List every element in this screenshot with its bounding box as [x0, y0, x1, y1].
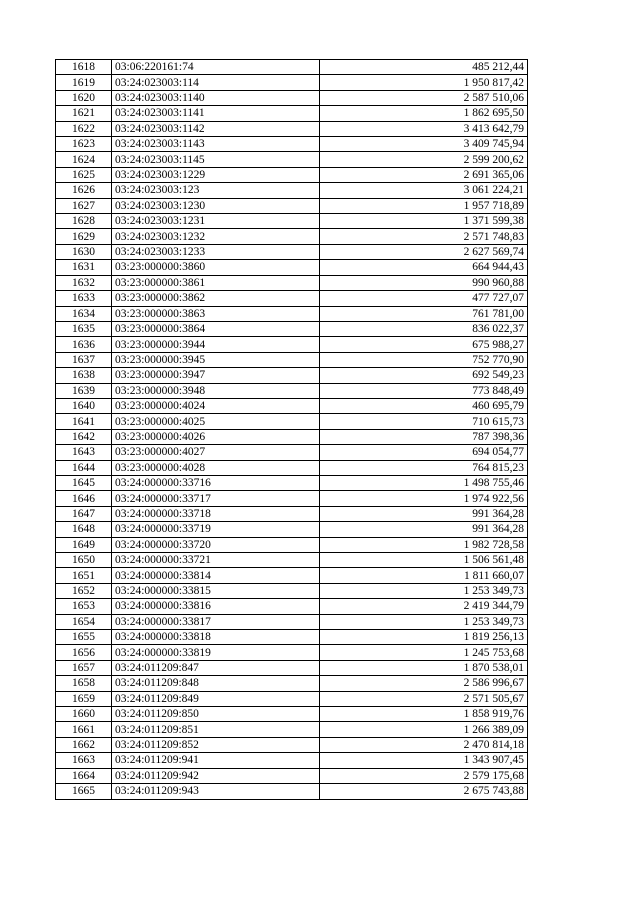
value-cell: 1 974 922,56 — [320, 491, 528, 506]
value-cell: 1 245 753,68 — [320, 645, 528, 660]
value-cell: 764 815,23 — [320, 460, 528, 475]
table-row — [56, 121, 528, 136]
table-row — [56, 152, 528, 167]
row-number-cell: 1623 — [56, 137, 112, 152]
row-number-cell: 1639 — [56, 383, 112, 398]
value-cell: 2 599 200,62 — [320, 152, 528, 167]
cadastral-number-cell: 03:06:220161:74 — [112, 60, 320, 75]
row-number-cell: 1647 — [56, 506, 112, 521]
value-cell: 2 587 510,06 — [320, 90, 528, 105]
value-cell: 3 413 642,79 — [320, 121, 528, 136]
value-cell: 1 819 256,13 — [320, 630, 528, 645]
table-row — [56, 491, 528, 506]
value-cell: 477 727,07 — [320, 291, 528, 306]
value-cell: 2 691 365,06 — [320, 167, 528, 182]
value-cell: 460 695,79 — [320, 398, 528, 413]
value-cell: 2 470 814,18 — [320, 737, 528, 752]
value-cell: 694 054,77 — [320, 445, 528, 460]
table-row — [56, 522, 528, 537]
cadastral-number-cell: 03:23:000000:3945 — [112, 352, 320, 367]
value-cell: 991 364,28 — [320, 522, 528, 537]
row-number-cell: 1651 — [56, 568, 112, 583]
row-number-cell: 1646 — [56, 491, 112, 506]
table-row — [56, 306, 528, 321]
cadastral-number-cell: 03:23:000000:3947 — [112, 368, 320, 383]
table-row — [56, 229, 528, 244]
row-number-cell: 1656 — [56, 645, 112, 660]
cadastral-number-cell: 03:24:011209:943 — [112, 784, 320, 799]
cadastral-number-cell: 03:24:011209:847 — [112, 660, 320, 675]
table-row — [56, 244, 528, 259]
table-row — [56, 707, 528, 722]
value-cell: 692 549,23 — [320, 368, 528, 383]
row-number-cell: 1627 — [56, 198, 112, 213]
row-number-cell: 1648 — [56, 522, 112, 537]
table-row — [56, 660, 528, 675]
cadastral-number-cell: 03:24:000000:33720 — [112, 537, 320, 552]
cadastral-number-cell: 03:24:000000:33819 — [112, 645, 320, 660]
row-number-cell: 1660 — [56, 707, 112, 722]
cadastral-number-cell: 03:23:000000:3863 — [112, 306, 320, 321]
table-row — [56, 583, 528, 598]
cadastral-number-cell: 03:24:011209:941 — [112, 753, 320, 768]
cadastral-number-cell: 03:24:023003:1230 — [112, 198, 320, 213]
table-row — [56, 90, 528, 105]
row-number-cell: 1655 — [56, 630, 112, 645]
value-cell: 990 960,88 — [320, 275, 528, 290]
table-row — [56, 691, 528, 706]
row-number-cell: 1632 — [56, 275, 112, 290]
cadastral-number-cell: 03:23:000000:4025 — [112, 414, 320, 429]
table-row — [56, 198, 528, 213]
value-cell: 1 253 349,73 — [320, 614, 528, 629]
value-cell: 836 022,37 — [320, 321, 528, 336]
cadastral-number-cell: 03:24:011209:851 — [112, 722, 320, 737]
table-row — [56, 429, 528, 444]
row-number-cell: 1662 — [56, 737, 112, 752]
value-cell: 2 571 505,67 — [320, 691, 528, 706]
cadastral-number-cell: 03:24:023003:1140 — [112, 90, 320, 105]
row-number-cell: 1618 — [56, 60, 112, 75]
value-cell: 752 770,90 — [320, 352, 528, 367]
cadastral-number-cell: 03:24:000000:33717 — [112, 491, 320, 506]
table-row — [56, 460, 528, 475]
cadastral-number-cell: 03:24:011209:848 — [112, 676, 320, 691]
row-number-cell: 1622 — [56, 121, 112, 136]
table-row — [56, 676, 528, 691]
row-number-cell: 1657 — [56, 660, 112, 675]
table-row — [56, 753, 528, 768]
cadastral-number-cell: 03:24:011209:850 — [112, 707, 320, 722]
value-cell: 710 615,73 — [320, 414, 528, 429]
value-cell: 1 506 561,48 — [320, 553, 528, 568]
table-row — [56, 630, 528, 645]
table-row — [56, 645, 528, 660]
table-body — [56, 60, 528, 800]
table-row — [56, 383, 528, 398]
cadastral-number-cell: 03:23:000000:3864 — [112, 321, 320, 336]
cadastral-number-cell: 03:23:000000:3948 — [112, 383, 320, 398]
value-cell: 1 982 728,58 — [320, 537, 528, 552]
value-cell: 991 364,28 — [320, 506, 528, 521]
value-cell: 2 419 344,79 — [320, 599, 528, 614]
table-row — [56, 352, 528, 367]
value-cell: 3 409 745,94 — [320, 137, 528, 152]
value-cell: 1 253 349,73 — [320, 583, 528, 598]
value-cell: 1 266 389,09 — [320, 722, 528, 737]
row-number-cell: 1619 — [56, 75, 112, 90]
row-number-cell: 1654 — [56, 614, 112, 629]
row-number-cell: 1650 — [56, 553, 112, 568]
row-number-cell: 1634 — [56, 306, 112, 321]
row-number-cell: 1659 — [56, 691, 112, 706]
table-row — [56, 722, 528, 737]
row-number-cell: 1653 — [56, 599, 112, 614]
table-row — [56, 414, 528, 429]
table-row — [56, 137, 528, 152]
value-cell: 1 811 660,07 — [320, 568, 528, 583]
value-cell: 761 781,00 — [320, 306, 528, 321]
table-row — [56, 445, 528, 460]
cadastral-number-cell: 03:23:000000:4027 — [112, 445, 320, 460]
cadastral-number-cell: 03:24:000000:33716 — [112, 475, 320, 490]
row-number-cell: 1637 — [56, 352, 112, 367]
row-number-cell: 1624 — [56, 152, 112, 167]
table-row — [56, 260, 528, 275]
cadastral-number-cell: 03:24:000000:33816 — [112, 599, 320, 614]
value-cell: 1 957 718,89 — [320, 198, 528, 213]
table-row — [56, 60, 528, 75]
table-row — [56, 737, 528, 752]
cadastral-number-cell: 03:24:023003:123 — [112, 183, 320, 198]
table-row — [56, 537, 528, 552]
row-number-cell: 1635 — [56, 321, 112, 336]
table-row — [56, 368, 528, 383]
row-number-cell: 1641 — [56, 414, 112, 429]
cadastral-number-cell: 03:24:023003:1145 — [112, 152, 320, 167]
table-row — [56, 398, 528, 413]
value-cell: 1 858 919,76 — [320, 707, 528, 722]
value-cell: 2 571 748,83 — [320, 229, 528, 244]
cadastral-number-cell: 03:24:000000:33814 — [112, 568, 320, 583]
table-row — [56, 106, 528, 121]
value-cell: 664 944,43 — [320, 260, 528, 275]
row-number-cell: 1642 — [56, 429, 112, 444]
cadastral-number-cell: 03:24:000000:33719 — [112, 522, 320, 537]
value-cell: 2 579 175,68 — [320, 768, 528, 783]
table-row — [56, 167, 528, 182]
row-number-cell: 1645 — [56, 475, 112, 490]
row-number-cell: 1663 — [56, 753, 112, 768]
table-row — [56, 768, 528, 783]
table-row — [56, 75, 528, 90]
table-row — [56, 784, 528, 799]
table-row — [56, 553, 528, 568]
table-row — [56, 275, 528, 290]
value-cell: 485 212,44 — [320, 60, 528, 75]
cadastral-number-cell: 03:24:000000:33718 — [112, 506, 320, 521]
table-row — [56, 291, 528, 306]
cadastral-number-cell: 03:24:000000:33818 — [112, 630, 320, 645]
cadastral-number-cell: 03:24:023003:1143 — [112, 137, 320, 152]
table-row — [56, 337, 528, 352]
cadastral-number-cell: 03:24:023003:1142 — [112, 121, 320, 136]
cadastral-number-cell: 03:24:023003:1229 — [112, 167, 320, 182]
value-cell: 675 988,27 — [320, 337, 528, 352]
cadastral-number-cell: 03:23:000000:4026 — [112, 429, 320, 444]
cadastral-number-cell: 03:24:023003:1233 — [112, 244, 320, 259]
cadastral-number-cell: 03:23:000000:3860 — [112, 260, 320, 275]
row-number-cell: 1633 — [56, 291, 112, 306]
cadastral-number-cell: 03:24:011209:852 — [112, 737, 320, 752]
value-cell: 1 862 695,50 — [320, 106, 528, 121]
cadastral-number-cell: 03:23:000000:4024 — [112, 398, 320, 413]
table-row — [56, 214, 528, 229]
row-number-cell: 1644 — [56, 460, 112, 475]
cadastral-number-cell: 03:24:000000:33817 — [112, 614, 320, 629]
table-row — [56, 568, 528, 583]
cadastral-number-cell: 03:24:000000:33815 — [112, 583, 320, 598]
row-number-cell: 1620 — [56, 90, 112, 105]
value-cell: 1 371 599,38 — [320, 214, 528, 229]
cadastral-number-cell: 03:24:011209:849 — [112, 691, 320, 706]
cadastral-number-cell: 03:24:023003:114 — [112, 75, 320, 90]
cadastral-number-cell: 03:23:000000:3861 — [112, 275, 320, 290]
row-number-cell: 1630 — [56, 244, 112, 259]
table-row — [56, 475, 528, 490]
table-row — [56, 506, 528, 521]
value-cell: 2 586 996,67 — [320, 676, 528, 691]
row-number-cell: 1665 — [56, 784, 112, 799]
value-cell: 1 343 907,45 — [320, 753, 528, 768]
value-cell: 1 498 755,46 — [320, 475, 528, 490]
row-number-cell: 1625 — [56, 167, 112, 182]
table-row — [56, 321, 528, 336]
cadastral-number-cell: 03:23:000000:3862 — [112, 291, 320, 306]
table-row — [56, 599, 528, 614]
row-number-cell: 1626 — [56, 183, 112, 198]
value-cell: 773 848,49 — [320, 383, 528, 398]
row-number-cell: 1628 — [56, 214, 112, 229]
row-number-cell: 1621 — [56, 106, 112, 121]
value-cell: 2 675 743,88 — [320, 784, 528, 799]
value-cell: 3 061 224,21 — [320, 183, 528, 198]
table-row — [56, 183, 528, 198]
row-number-cell: 1643 — [56, 445, 112, 460]
data-table — [55, 59, 528, 800]
row-number-cell: 1652 — [56, 583, 112, 598]
cadastral-number-cell: 03:23:000000:4028 — [112, 460, 320, 475]
row-number-cell: 1658 — [56, 676, 112, 691]
cadastral-number-cell: 03:23:000000:3944 — [112, 337, 320, 352]
value-cell: 1 870 538,01 — [320, 660, 528, 675]
row-number-cell: 1636 — [56, 337, 112, 352]
table-row — [56, 614, 528, 629]
cadastral-number-cell: 03:24:023003:1232 — [112, 229, 320, 244]
row-number-cell: 1638 — [56, 368, 112, 383]
cadastral-number-cell: 03:24:011209:942 — [112, 768, 320, 783]
cadastral-number-cell: 03:24:023003:1231 — [112, 214, 320, 229]
row-number-cell: 1661 — [56, 722, 112, 737]
value-cell: 1 950 817,42 — [320, 75, 528, 90]
value-cell: 2 627 569,74 — [320, 244, 528, 259]
row-number-cell: 1631 — [56, 260, 112, 275]
value-cell: 787 398,36 — [320, 429, 528, 444]
cadastral-number-cell: 03:24:023003:1141 — [112, 106, 320, 121]
row-number-cell: 1629 — [56, 229, 112, 244]
row-number-cell: 1664 — [56, 768, 112, 783]
row-number-cell: 1640 — [56, 398, 112, 413]
cadastral-number-cell: 03:24:000000:33721 — [112, 553, 320, 568]
row-number-cell: 1649 — [56, 537, 112, 552]
